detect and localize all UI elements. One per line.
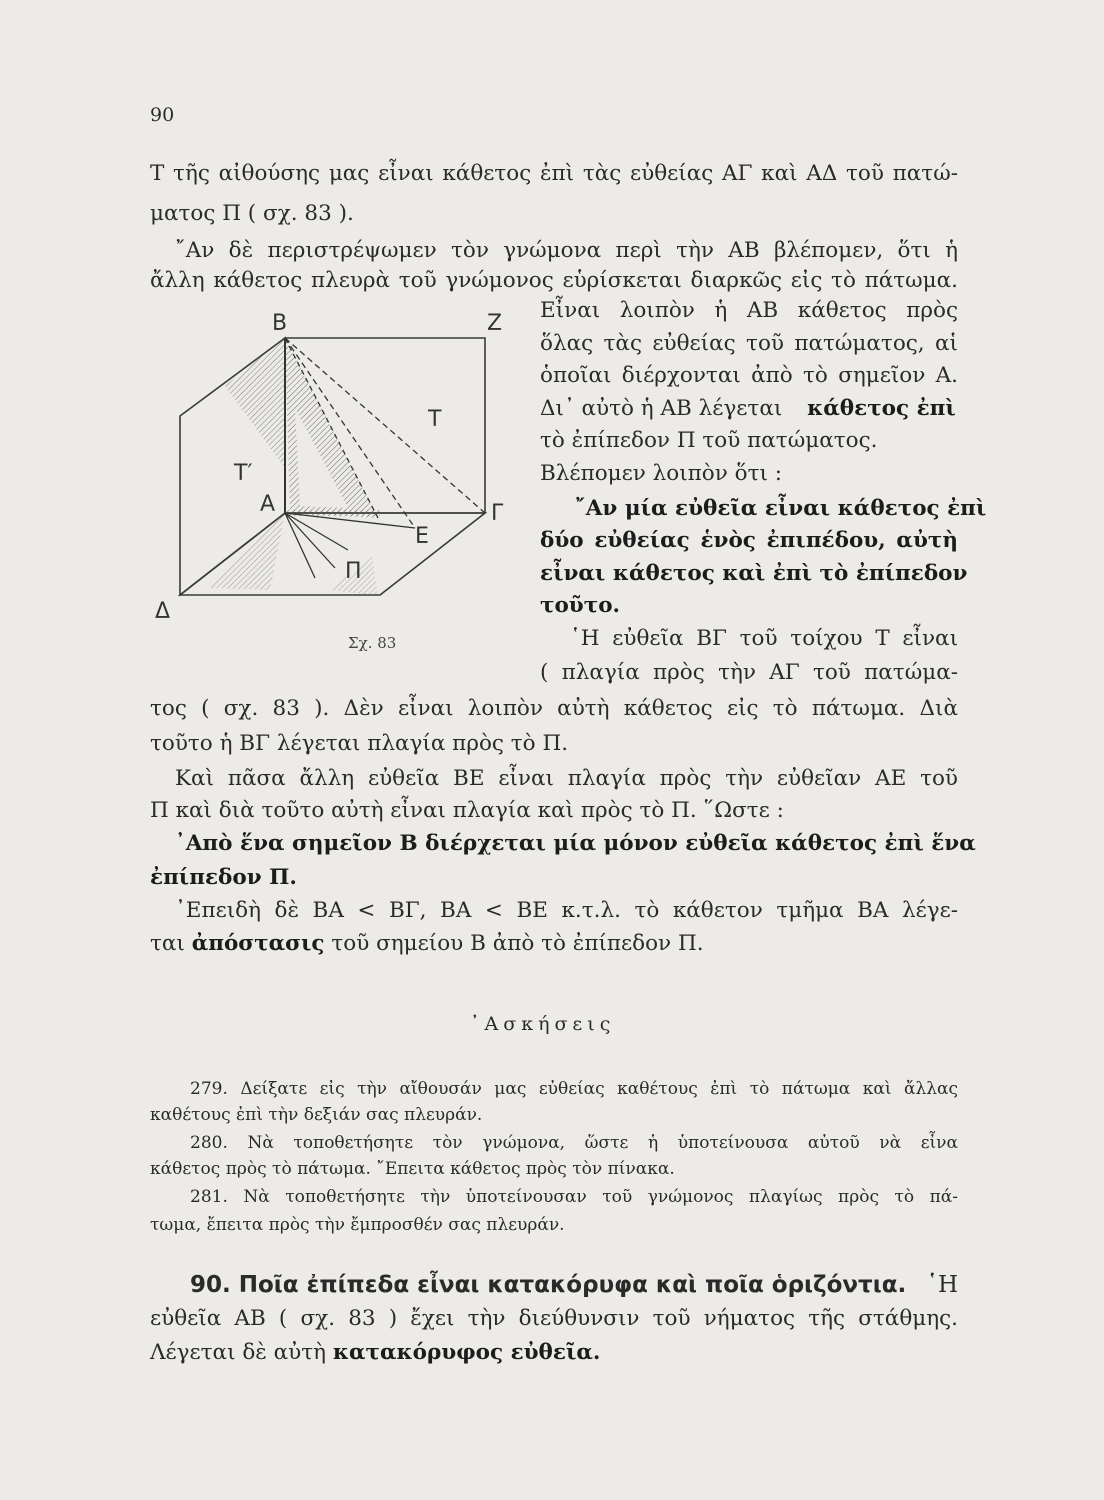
paragraph-line: ματος Π ( σχ. 83 ). (150, 201, 354, 226)
figure-caption: Σχ. 83 (348, 634, 397, 652)
paragraph-line: ἄλλη κάθετος πλευρὰ τοῦ γνώμονος εὑρίσκεται διαρκῶς εἰς τὸ πάτωμα. (150, 268, 958, 293)
exercise-line: καθέτους ἐπὶ τὴν δεξιάν σας πλευράν. (150, 1105, 483, 1125)
bold-term: κάθετος ἐπὶ (807, 396, 956, 421)
paragraph-line: Π καὶ διὰ τοῦτο αὐτὴ εἶναι πλαγία καὶ πρὸς τὸ Π. ῞Ωστε : (150, 798, 784, 823)
theorem-line: εἶναι κάθετος καὶ ἐπὶ τὸ ἐπίπεδον (540, 561, 968, 586)
paragraph-line: Βλέπομεν λοιπὸν ὅτι : (540, 461, 782, 486)
label-t-prime: Τ′ (234, 461, 253, 486)
paragraph-line: τὸ ἐπίπεδον Π τοῦ πατώματος. (540, 428, 878, 453)
text-span: Λέγεται δὲ αὐτὴ (150, 1340, 327, 1365)
paragraph-line: ῎Αν δὲ περιστρέψωμεν τὸν γνώμονα περὶ τὴν ΑΒ βλέπομεν, ὅτι ἡ (175, 238, 958, 263)
exercise-line: 280. Νὰ τοποθετήσητε τὸν γνώμονα, ὥστε ἡ ὑποτείνουσα αὐτοῦ νὰ εἶνα (190, 1133, 958, 1153)
paragraph-line: ῾Η εὐθεῖα ΒΓ τοῦ τοίχου Τ εἶναι (570, 626, 958, 651)
paragraph-line: τος ( σχ. 83 ). Δὲν εἶναι λοιπὸν αὐτὴ κάθετος εἰς τὸ πάτωμα. Διὰ (150, 696, 958, 721)
paragraph-line: ᾿Επειδὴ δὲ ΒΑ < ΒΓ, ΒΑ < ΒΕ κ.τ.λ. τὸ κάθετον τμῆμα ΒΑ λέγε- (175, 898, 958, 923)
label-z: Ζ (487, 311, 503, 336)
page-number: 90 (150, 104, 175, 126)
label-a: Α (260, 492, 276, 517)
label-b: Β (272, 311, 288, 336)
paragraph-line: Τ τῆς αἰθούσης μας εἶναι κάθετος ἐπὶ τὰς εὐθείας ΑΓ καὶ ΑΔ τοῦ πατώ- (150, 161, 958, 186)
paragraph-line: ὁποῖαι διέρχονται ἀπὸ τὸ σημεῖον Α. (540, 363, 958, 388)
label-g: Γ (491, 501, 504, 526)
paragraph-line: Εἶναι λοιπὸν ἡ ΑΒ κάθετος πρὸς (540, 298, 958, 323)
exercise-line: κάθετος πρὸς τὸ πάτωμα. ῎Επειτα κάθετος πρὸς τὸν πίνακα. (150, 1159, 675, 1179)
theorem-line: ῎Αν μία εὐθεῖα εἶναι κάθετος ἐπὶ (575, 496, 987, 521)
section-heading-line (190, 1274, 958, 1297)
exercise-line: 279. Δείξατε εἰς τὴν αἴθουσάν μας εὐθείας καθέτους ἐπὶ τὸ πάτωμα καὶ ἄλλας (190, 1079, 958, 1099)
figure-83 (150, 298, 510, 658)
label-t: Τ (428, 407, 442, 432)
paragraph-line (150, 1342, 600, 1364)
bold-term: κατακόρυφος εὐθεῖα. (332, 1340, 601, 1365)
paragraph-line (540, 398, 956, 420)
bold-term: ἀπόστασις (191, 931, 325, 956)
text-span: Δι᾿ αὐτὸ ἡ ΑΒ λέγεται (540, 396, 783, 421)
text-span: ται (150, 931, 185, 956)
label-p: Π (345, 559, 362, 584)
theorem-line: δύο εὐθείας ἑνὸς ἐπιπέδου, αὐτὴ (540, 528, 958, 553)
exercises-heading: ᾿Ασκήσεις (470, 1013, 616, 1035)
exercise-line: τωμα, ἔπειτα πρὸς τὴν ἔμπροσθέν σας πλευράν. (150, 1215, 565, 1235)
paragraph-line (150, 933, 704, 955)
label-e: Ε (415, 524, 429, 549)
section-title: 90. Ποῖα ἐπίπεδα εἶναι κατακόρυφα καὶ ποῖα ὁριζόντια. (190, 1272, 907, 1298)
theorem-line: τοῦτο. (540, 593, 621, 618)
exercise-line: 281. Νὰ τοποθετήσητε τὴν ὑποτείνουσαν τοῦ γνώμονος πλαγίως πρὸς τὸ πά- (190, 1187, 958, 1207)
paragraph-line: τοῦτο ἡ ΒΓ λέγεται πλαγία πρὸς τὸ Π. (150, 731, 569, 756)
paragraph-line: ὅλας τὰς εὐθείας τοῦ πατώματος, αἱ (540, 331, 958, 356)
text-span: ῾Η (926, 1272, 958, 1298)
label-d: Δ (155, 599, 171, 624)
theorem-line: ἐπίπεδον Π. (150, 865, 297, 890)
theorem-line: ᾿Απὸ ἕνα σημεῖον Β διέρχεται μία μόνον εὐθεῖα κάθετος ἐπὶ ἕνα (175, 831, 976, 856)
text-span: τοῦ σημείου Β ἀπὸ τὸ ἐπίπεδον Π. (331, 931, 704, 956)
paragraph-line: ( πλαγία πρὸς τὴν ΑΓ τοῦ πατώμα- (540, 660, 958, 685)
paragraph-line: Καὶ πᾶσα ἄλλη εὐθεῖα ΒΕ εἶναι πλαγία πρὸς τὴν εὐθεῖαν ΑΕ τοῦ (175, 766, 958, 791)
paragraph-line: εὐθεῖα ΑΒ ( σχ. 83 ) ἔχει τὴν διεύθυνσιν τοῦ νήματος τῆς στάθμης. (150, 1306, 958, 1331)
